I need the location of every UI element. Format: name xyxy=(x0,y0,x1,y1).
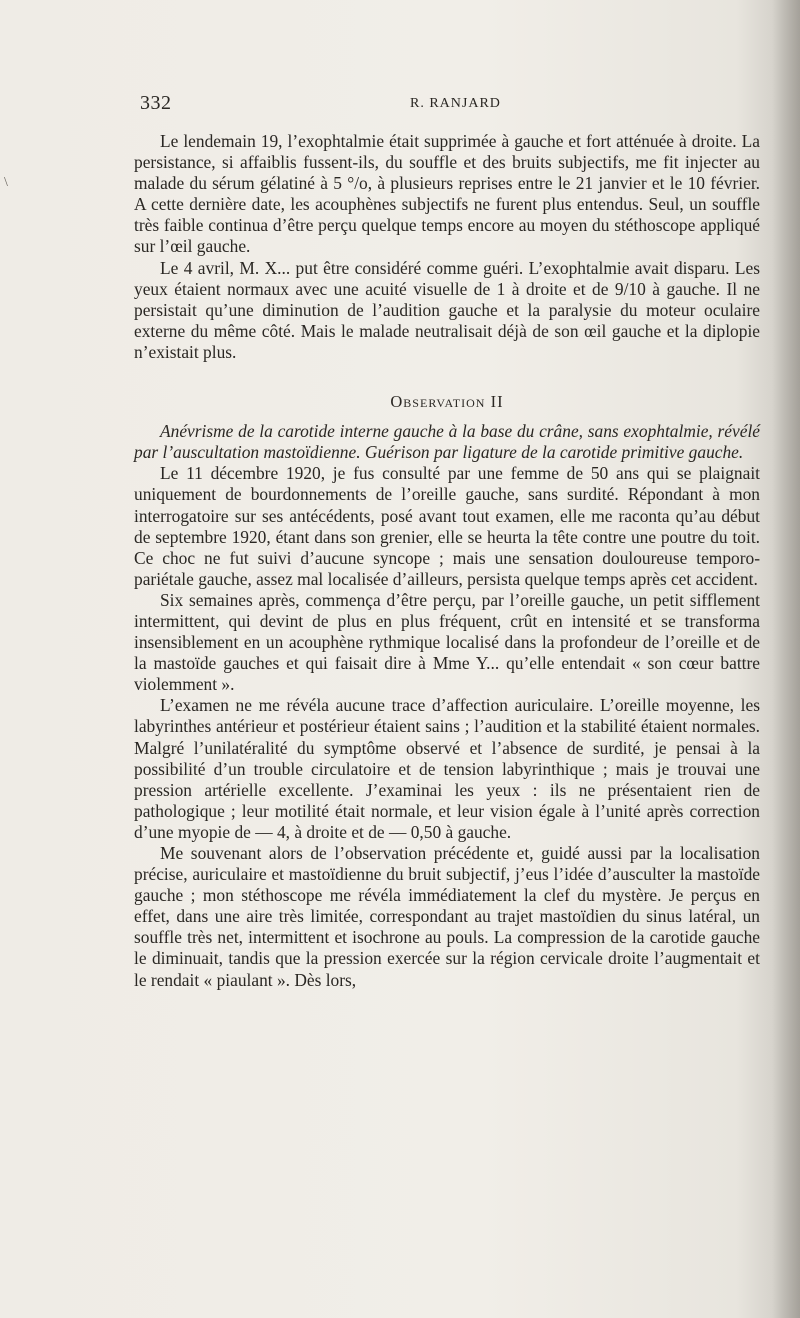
paragraph: Le 11 décembre 1920, je fus consulté par une femme de 50 ans qui se plaignait uniquement de bourdonnements de l’oreille gauche, sans surdité. Répondant à mon interrogatoire sur ses antécédents, posé avant tout examen, elle me raconta qu’au début de septembre 1920, étant dans son grenier, elle se heurta la tête contre une poutre du toit. Ce choc ne fut suivi d’aucune syncope ; mais une sensation douloureuse temporo-pariétale gauche, assez mal localisée d’ailleurs, persista quelque temps après cet accident. xyxy=(134,463,760,589)
running-head: R. RANJARD xyxy=(410,96,501,111)
observation-subtitle: Anévrisme de la carotide interne gauche à la base du crâne, sans exophtalmie, révélé par l’auscultation mastoïdienne. Guérison par ligature de la carotide primitive gauche. xyxy=(134,421,760,463)
page-edge-shadow xyxy=(772,0,800,1318)
paragraph: L’examen ne me révéla aucune trace d’affection auriculaire. L’oreille moyenne, les labyrinthes antérieur et postérieur étaient sains ; l’audition et la stabilité étaient normales. Malgré l’unilatéralité du symptôme observé et l’absence de surdité, je pensai à la possibilité d’un trouble circulatoire et de tension labyrinthique ; mais je trouvai une pression artérielle excellente. J’examinai les yeux : ils ne présentaient rien de pathologique ; leur motilité était normale, et leur vision égale à l’unité après correction d’une myopie de — 4, à droite et de — 0,50 à gauche. xyxy=(134,695,760,842)
paragraph: Six semaines après, commença d’être perçu, par l’oreille gauche, un petit sifflement intermittent, qui devint de plus en plus fréquent, crût en intensité et se transforma insensiblement en un acouphène rythmique localisé dans la profondeur de l’oreille et de la mastoïde gauches et qui faisait dire à Mme Y... qu’elle entendait « son cœur battre violemment ». xyxy=(134,589,760,695)
paragraph: Le 4 avril, M. X... put être considéré comme guéri. L’exophtalmie avait disparu. Les yeux étaient normaux avec une acuité visuelle de 1 à droite et de 9/10 à gauche. Il ne persistait qu’une diminution de l’audition gauche et la paralysie du moteur oculaire externe du même côté. Mais le malade neutralisait déjà de son œil gauche et la diplopie n’existait plus. xyxy=(134,257,760,362)
body-text xyxy=(134,131,760,991)
page-number: 332 xyxy=(140,92,172,114)
observation-title: Observation II xyxy=(390,392,504,412)
paragraph: Me souvenant alors de l’observation précédente et, guidé aussi par la localisation précise, auriculaire et mastoïdienne du bruit subjectif, j’eus l’idée d’ausculter la mastoïde gauche ; mon stéthoscope me révéla immédiatement la clef du mystère. Je perçus en effet, dans une aire très limitée, correspondant au trajet mastoïdien du sinus latéral, un souffle très net, intermittent et isochrone au pouls. La compression de la carotide gauche le diminuait, tandis que la pression exercée sur la région cervicale droite l’augmentait et le rendait « piaulant ». Dès lors, xyxy=(134,843,760,990)
page-header xyxy=(140,92,760,116)
margin-mark: \ xyxy=(4,175,8,190)
paragraph: Le lendemain 19, l’exophtalmie était supprimée à gauche et fort atténuée à droite. La persistance, si affaiblis fussent-ils, du souffle et des bruits subjectifs, me fit injecter au malade du sérum gélatiné à 5 °/o, à plusieurs reprises entre le 21 janvier et le 10 février. A cette dernière date, les acouphènes subjectifs ne furent plus entendus. Seul, un souffle très faible continua d’être perçu quelque temps encore au moyen du stéthoscope appliqué sur l’œil gauche. xyxy=(134,131,760,257)
